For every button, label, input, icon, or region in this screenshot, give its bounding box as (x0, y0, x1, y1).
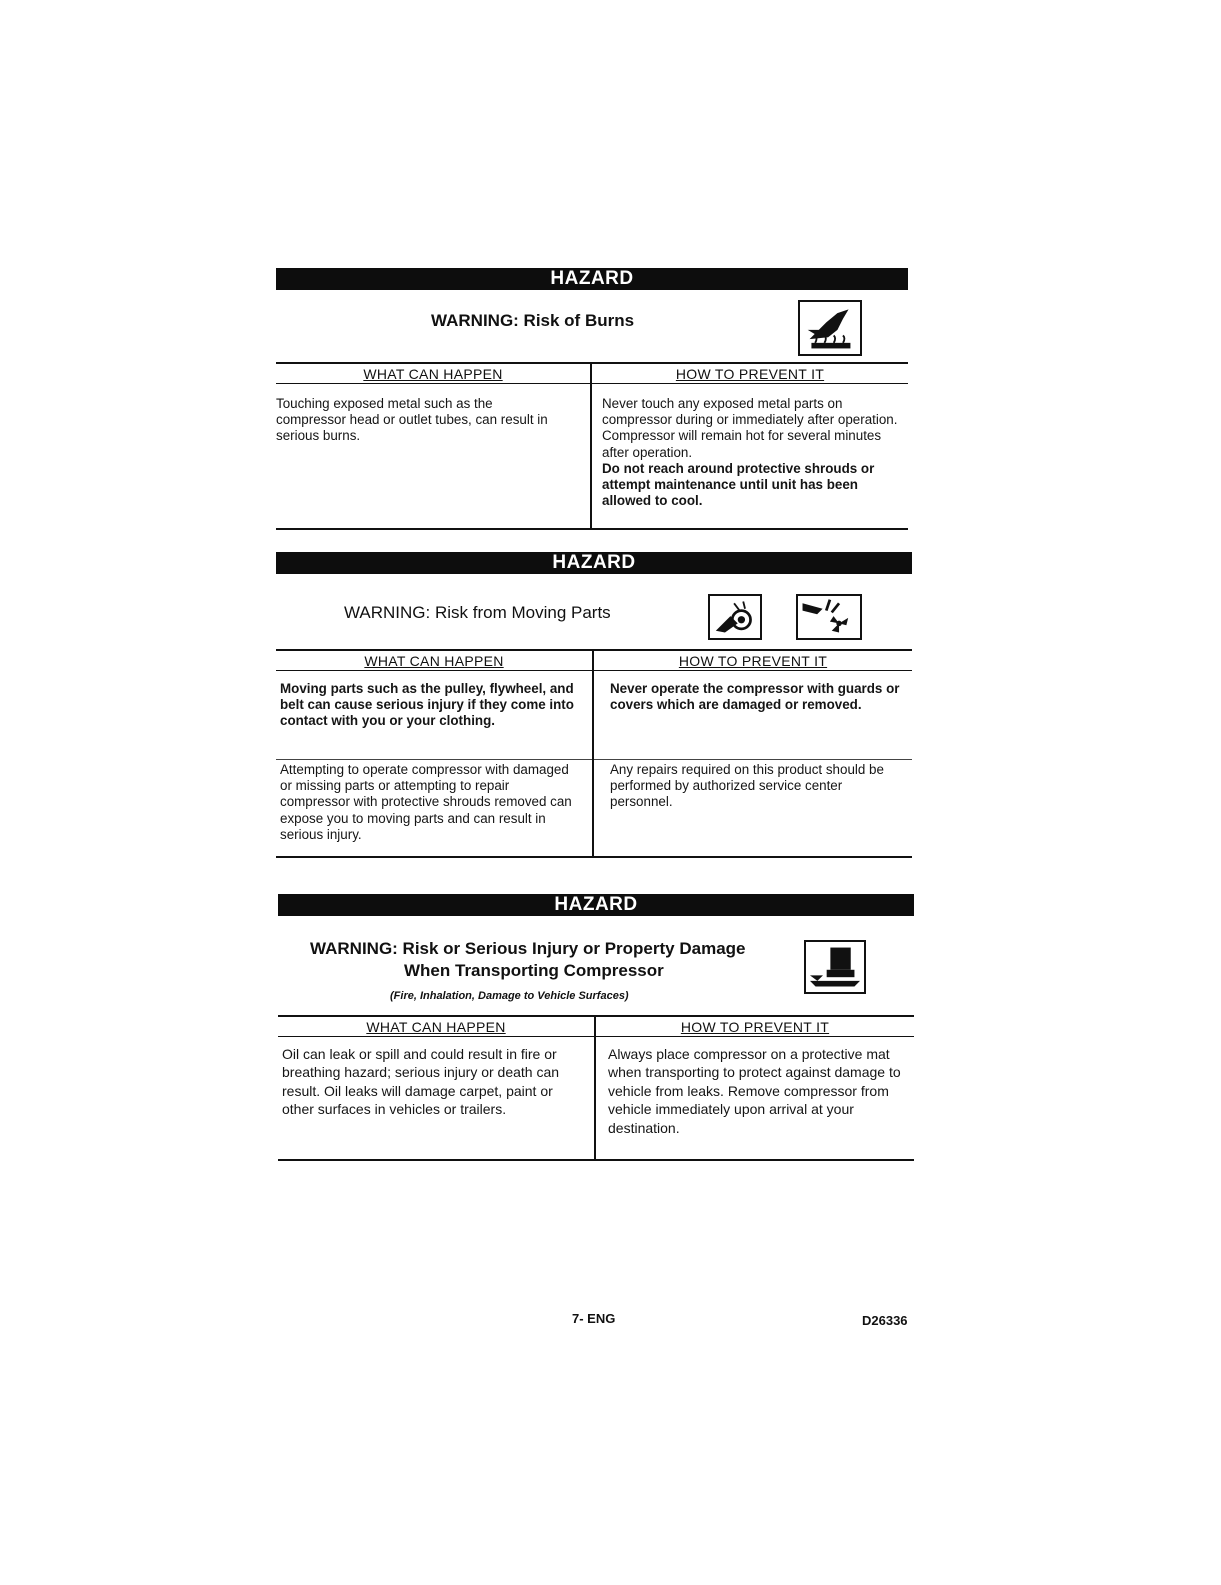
hazard-bar (276, 268, 908, 290)
row-divider (276, 759, 592, 760)
how-to-prevent-text: Never touch any exposed metal parts on compressor during or immediately after operation. Compressor will remain hot for several minutes after operation. (602, 396, 898, 460)
how-to-prevent-text: Always place compressor on a protective mat when transporting to protect against damage to vehicle from leaks. Remove compressor from vehicle immediately upon arrival at your destination. (608, 1046, 901, 1136)
what-can-happen-text: Attempting to operate compressor with damaged or missing parts or attempting to repair compressor with protective shrouds removed can expose you to moving parts and can result in serious injury. (280, 762, 572, 842)
what-can-happen-text: Touching exposed metal such as the compressor head or outlet tubes, can result in serious burns. (276, 396, 548, 444)
what-can-happen-header: WHAT CAN HAPPEN (364, 653, 504, 669)
warning-title-line1: WARNING: Risk or Serious Injury or Property Damage (310, 939, 746, 958)
what-can-happen-header: WHAT CAN HAPPEN (366, 1019, 506, 1035)
fan-blade-icon (796, 594, 862, 640)
how-to-prevent-text-2: Do not reach around protective shrouds or attempt maintenance until unit has been allowed to cool. (602, 461, 875, 509)
hazard-bar (278, 894, 914, 916)
hazard-label: HAZARD (554, 894, 638, 915)
how-to-prevent-header: HOW TO PREVENT IT (678, 653, 828, 669)
what-can-happen-text: Oil can leak or spill and could result in fire or breathing hazard; serious injury or death can result. Oil leaks will damage carpet, paint or other surfaces in vehicles or trailers. (282, 1046, 560, 1118)
pulley-entanglement-icon (708, 594, 762, 640)
what-can-happen-text: Moving parts such as the pulley, flywheel, and belt can cause serious injury if they come into contact with you or your clothing. (280, 681, 574, 729)
how-to-prevent-text: Any repairs required on this product should be performed by authorized service center personnel. (610, 762, 884, 810)
hazard-table (278, 1015, 914, 1161)
page-number: 7- ENG (572, 1311, 616, 1326)
hazard-table (276, 362, 908, 530)
warning-title: WARNING: Risk of Burns (431, 311, 635, 330)
hazard-label: HAZARD (550, 268, 634, 289)
warning-title: WARNING: Risk from Moving Parts (344, 603, 611, 622)
row-divider (594, 759, 912, 760)
document-code: D26336 (862, 1313, 908, 1328)
how-to-prevent-text: Never operate the compressor with guards or covers which are damaged or removed. (610, 681, 900, 713)
hot-surface-icon (798, 300, 862, 356)
header-underline (278, 1036, 914, 1037)
column-divider (594, 1017, 596, 1159)
hazard-table (276, 649, 912, 858)
header-underline (276, 670, 912, 671)
what-can-happen-header: WHAT CAN HAPPEN (363, 366, 503, 382)
warning-title-line2: When Transporting Compressor (404, 961, 664, 980)
hazard-section-burns (276, 268, 908, 530)
how-to-prevent-header: HOW TO PREVENT IT (675, 366, 825, 382)
column-divider (592, 651, 594, 856)
hazard-section-transporting (278, 894, 914, 1164)
how-to-prevent-header: HOW TO PREVENT IT (680, 1019, 830, 1035)
transport-compressor-icon (804, 940, 866, 994)
warning-subtitle: (Fire, Inhalation, Damage to Vehicle Surfaces) (390, 990, 629, 1002)
hazard-section-moving-parts (276, 552, 912, 858)
header-underline (276, 383, 908, 384)
column-divider (590, 364, 592, 528)
hazard-bar (276, 552, 912, 574)
hazard-label: HAZARD (552, 552, 636, 573)
